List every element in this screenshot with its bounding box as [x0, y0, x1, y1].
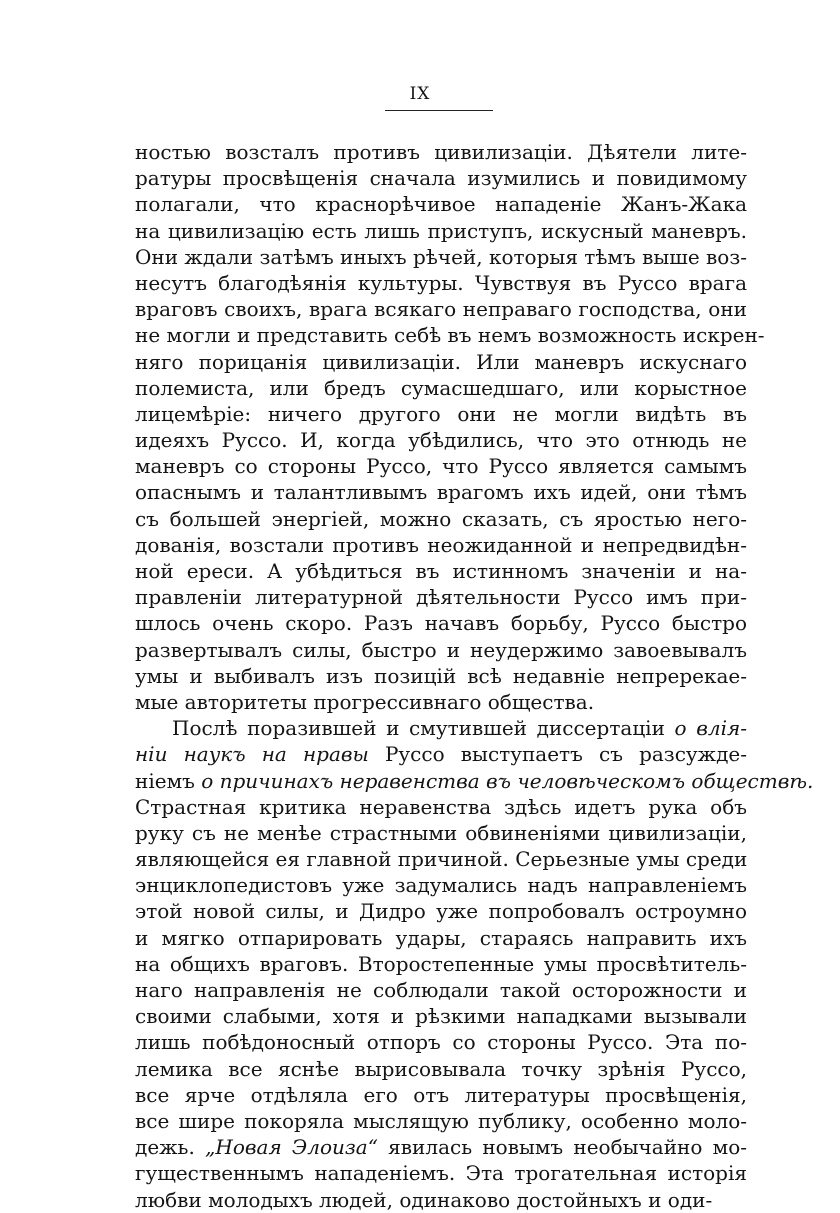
text-line — [135, 715, 747, 741]
text-run: несутъ благодѣянія культуры. Чувствуя въ Руссо врага — [135, 270, 747, 295]
text-run: Послѣ поразившей и смутившей диссертаціи — [172, 716, 675, 741]
text-run: ностью возсталъ противъ цивилизаціи. Дѣятели лите- — [135, 140, 747, 164]
text-run: явилась новымъ необычайно мо- — [377, 1135, 747, 1160]
text-run: все шире покоряла мыслящую публику, особенно моло- — [135, 1108, 747, 1133]
text-line — [135, 768, 814, 794]
paragraph — [135, 715, 814, 1213]
text-line — [135, 558, 747, 584]
italic-phrase: ніи наукъ на нравы — [135, 742, 369, 767]
text-run: энциклопедистовъ уже задумались надъ направленіемъ — [135, 873, 747, 898]
text-run: полагали, что краснорѣчивое нападеніе Жанъ-Жака — [135, 192, 747, 217]
text-line — [135, 1056, 747, 1082]
text-line — [135, 1029, 747, 1055]
text-run: любви молодыхъ людей, одинаково достойныхъ и оди- — [135, 1187, 713, 1212]
text-line — [135, 1108, 747, 1134]
text-run: шлось очень скоро. Разъ начавъ борьбу, Руссо быстро — [135, 611, 747, 636]
text-run: ніемъ — [135, 768, 202, 793]
paragraph — [135, 139, 765, 715]
text-run: правленіи литературной дѣятельности Руссо имъ при- — [135, 585, 747, 610]
text-line — [135, 1003, 747, 1029]
text-run: лишь побѣдоносный отпоръ со стороны Руссо. Эта по- — [135, 1030, 747, 1055]
text-line — [135, 244, 747, 270]
italic-phrase: „Новая Элоиза“ — [205, 1135, 378, 1160]
text-line — [135, 1160, 747, 1186]
page-number: IX — [409, 84, 431, 104]
text-line — [135, 322, 765, 348]
text-line — [135, 218, 747, 244]
text-run: этой новой силы, и Дидро уже попробовалъ остроумно — [135, 899, 747, 924]
text-run: своими слабыми, хотя и рѣзкими нападками вызывали — [135, 1004, 747, 1029]
text-run: Руссо выступаетъ съ разсужде- — [368, 742, 747, 767]
text-run: мые авторитеты прогрессивнаго общества. — [135, 689, 595, 714]
text-run: наго направленія не соблюдали такой осторожности и — [135, 978, 747, 1002]
text-run: Они ждали затѣмъ иныхъ рѣчей, которыя тѣмъ выше воз- — [135, 244, 747, 269]
text-run: съ большей энергіей, можно сказать, съ яростью него- — [135, 506, 747, 531]
text-run: ратуры просвѣщенія сначала изумились и повидимому — [135, 166, 747, 191]
text-line — [135, 296, 747, 322]
text-run: являющейся ея главной причиной. Серьезные умы среди — [135, 847, 748, 872]
text-line — [135, 794, 747, 820]
text-run: гущественнымъ нападеніемъ. Эта трогательная исторія — [135, 1161, 747, 1186]
text-run: ной ереси. А убѣдиться въ истинномъ значеніи и на- — [135, 559, 747, 583]
text-run: и мягко отпарировать удары, стараясь направить ихъ — [135, 925, 747, 950]
text-line — [135, 898, 747, 924]
text-line — [135, 506, 747, 532]
text-line — [135, 427, 747, 453]
text-run: маневръ со стороны Руссо, что Руссо является самымъ — [135, 454, 747, 479]
text-run: полемиста, или бредъ сумасшедшаго, или корыстное — [135, 375, 747, 400]
text-line — [135, 1187, 747, 1213]
text-run: лемика все яснѣе вырисовывала точку зрѣнія Руссо, — [135, 1056, 747, 1081]
text-line — [135, 584, 747, 610]
text-run: на общихъ враговъ. Второстепенные умы просвѣтитель- — [135, 951, 747, 976]
text-run: лицемѣріе: ничего другого они не могли видѣть въ — [135, 401, 747, 426]
text-run: враговъ своихъ, врага всякаго неправаго господства, они — [135, 297, 747, 322]
text-line — [135, 453, 747, 479]
text-line — [135, 165, 747, 191]
text-run: руку съ не менѣе страстными обвиненіями цивилизаціи, — [135, 820, 747, 845]
text-run: опаснымъ и талантливымъ врагомъ ихъ идей, они тѣмъ — [135, 480, 747, 505]
text-line — [135, 270, 747, 296]
text-line — [135, 479, 747, 505]
text-line — [135, 532, 747, 558]
text-run: не могли и представить себѣ въ немъ возможность искрен- — [135, 323, 765, 348]
italic-phrase: о причинахъ неравенства въ человѣческомъ обществѣ. — [201, 768, 814, 793]
text-line — [135, 741, 747, 767]
text-line — [135, 846, 747, 872]
text-run: няго порицанія цивилизаціи. Или маневръ искуснаго — [135, 349, 747, 374]
body-text — [135, 139, 814, 1213]
text-line — [135, 1082, 747, 1108]
text-run: дежь. — [135, 1135, 206, 1160]
text-line — [135, 637, 747, 663]
text-run: развертывалъ силы, быстро и неудержимо завоевывалъ — [135, 637, 747, 662]
text-run: все ярче отдѣляла его отъ литературы просвѣщенія, — [135, 1082, 747, 1107]
text-line — [135, 872, 747, 898]
text-line — [135, 191, 747, 217]
text-line — [135, 689, 747, 715]
text-line — [135, 349, 747, 375]
text-line — [135, 139, 747, 165]
text-line — [135, 977, 747, 1003]
text-line — [135, 820, 747, 846]
text-line — [135, 663, 747, 689]
header-rule — [385, 110, 493, 111]
text-run: дованія, возстали противъ неожиданной и непредвидѣн- — [135, 532, 747, 557]
text-line — [135, 1134, 747, 1160]
text-line — [135, 951, 747, 977]
text-line — [135, 375, 747, 401]
text-run: идеяхъ Руссо. И, когда убѣдились, что это отнюдь не — [135, 428, 747, 453]
text-line — [135, 610, 747, 636]
text-run: умы и выбивалъ изъ позицій всѣ недавніе непререкае- — [135, 663, 747, 688]
text-line — [135, 925, 747, 951]
text-line — [135, 401, 747, 427]
text-run: на цивилизацію есть лишь приступъ, искусный маневръ. — [135, 218, 747, 243]
italic-phrase: о влія- — [674, 716, 748, 741]
text-run: Страстная критика неравенства здѣсь идетъ рука объ — [135, 794, 747, 819]
